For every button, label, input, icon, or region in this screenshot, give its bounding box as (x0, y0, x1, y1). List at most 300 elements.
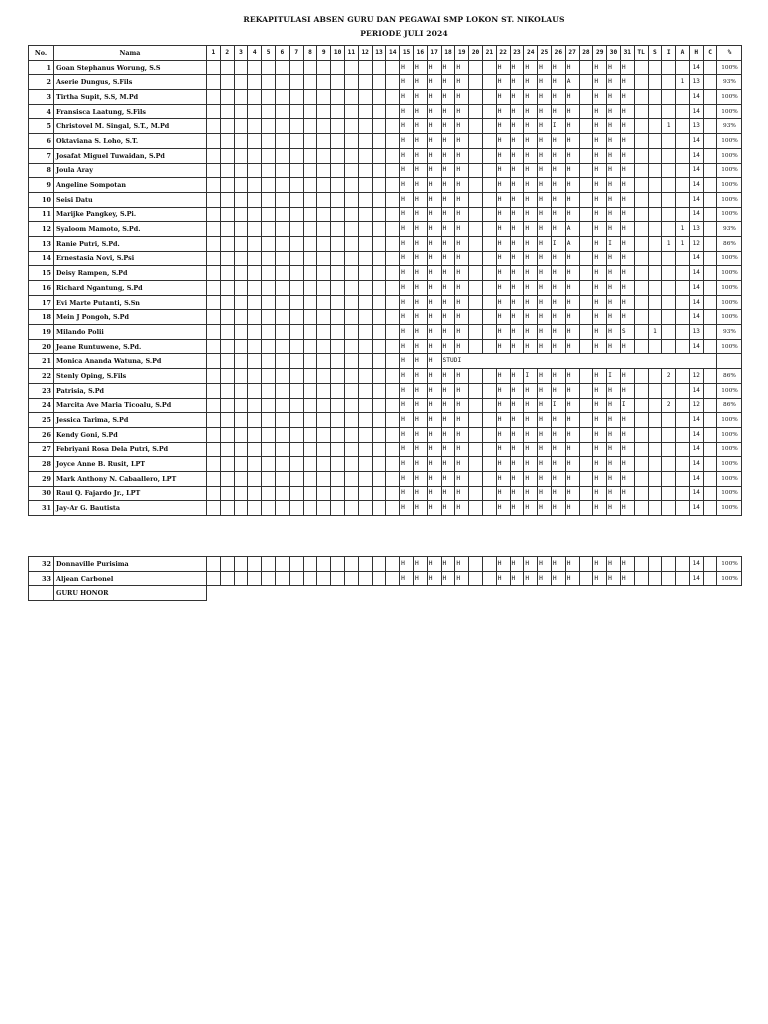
summary-tl (634, 295, 648, 310)
day-cell-15: H (400, 427, 414, 442)
day-cell-30: H (607, 134, 621, 149)
day-cell-21 (482, 310, 496, 325)
day-cell-28 (579, 192, 593, 207)
day-cell-29: H (593, 325, 607, 340)
day-cell-29: H (593, 266, 607, 281)
day-cell-26: H (551, 192, 565, 207)
day-cell-10 (331, 134, 345, 149)
day-cell-30: H (607, 501, 621, 516)
day-cell-31: H (620, 90, 634, 105)
summary-h: 14 (689, 60, 703, 75)
day-cell-7 (289, 354, 303, 369)
day-cell-23: H (510, 90, 524, 105)
day-cell-26: H (551, 60, 565, 75)
summary-i (662, 325, 676, 340)
day-cell-20 (469, 104, 483, 119)
summary-a (676, 119, 690, 134)
row-pct: 100% (717, 163, 742, 178)
day-cell-26: I (551, 236, 565, 251)
day-cell-22: H (496, 75, 510, 90)
day-cell-27: H (565, 442, 579, 457)
day-cell-7 (289, 222, 303, 237)
day-cell-24: H (524, 281, 538, 296)
day-cell-2 (220, 90, 234, 105)
day-cell-4 (248, 457, 262, 472)
day-cell-10 (331, 413, 345, 428)
day-cell-15: H (400, 486, 414, 501)
day-cell-15: H (400, 501, 414, 516)
day-cell-27: H (565, 325, 579, 340)
day-cell-25: H (538, 266, 552, 281)
day-cell-15: H (400, 295, 414, 310)
summary-c (703, 148, 717, 163)
day-cell-17: H (427, 398, 441, 413)
day-cell-23: H (510, 60, 524, 75)
summary-c (703, 557, 717, 572)
summary-s (648, 427, 662, 442)
day-cell-8 (303, 178, 317, 193)
day-cell-17: H (427, 148, 441, 163)
day-cell-6 (275, 398, 289, 413)
row-name: Aserie Dungus, S.Fils (54, 75, 207, 90)
day-cell-1 (207, 571, 221, 586)
day-cell-7 (289, 310, 303, 325)
day-cell-23: H (510, 295, 524, 310)
day-cell-6 (275, 442, 289, 457)
day-cell-27: H (565, 178, 579, 193)
header-day-27: 27 (565, 46, 579, 61)
summary-a (676, 207, 690, 222)
day-cell-12 (358, 354, 372, 369)
summary-tl (634, 501, 648, 516)
row-number: 32 (29, 557, 54, 572)
day-cell-22: H (496, 369, 510, 384)
day-cell-28 (579, 325, 593, 340)
day-cell-21 (482, 266, 496, 281)
day-cell-6 (275, 413, 289, 428)
day-cell-14 (386, 134, 400, 149)
header-day-28: 28 (579, 46, 593, 61)
day-cell-12 (358, 163, 372, 178)
summary-s (648, 163, 662, 178)
summary-a (676, 178, 690, 193)
day-cell-27: H (565, 119, 579, 134)
day-cell-25: H (538, 104, 552, 119)
day-cell-8 (303, 339, 317, 354)
summary-i: 2 (662, 369, 676, 384)
table-header-row (29, 46, 742, 61)
day-cell-15: H (400, 192, 414, 207)
header-summary-a: A (676, 46, 690, 61)
day-cell-31: H (620, 501, 634, 516)
day-cell-29: H (593, 471, 607, 486)
summary-i (662, 90, 676, 105)
row-pct: 100% (717, 148, 742, 163)
summary-s (648, 75, 662, 90)
day-cell-8 (303, 501, 317, 516)
day-cell-20 (469, 471, 483, 486)
day-cell-12 (358, 471, 372, 486)
day-cell-24: H (524, 222, 538, 237)
day-cell-12 (358, 442, 372, 457)
row-pct: 100% (717, 427, 742, 442)
day-cell-7 (289, 60, 303, 75)
day-cell-10 (331, 148, 345, 163)
row-pct: 100% (717, 413, 742, 428)
day-cell-31: H (620, 339, 634, 354)
day-cell-4 (248, 413, 262, 428)
day-cell-26: H (551, 207, 565, 222)
row-name: Oktaviana S. Loho, S.T. (54, 134, 207, 149)
day-cell-25: H (538, 236, 552, 251)
day-cell-2 (220, 192, 234, 207)
day-cell-30: H (607, 571, 621, 586)
header-day-4: 4 (248, 46, 262, 61)
summary-i (662, 310, 676, 325)
header-day-22: 22 (496, 46, 510, 61)
day-cell-31: H (620, 251, 634, 266)
day-cell-24: H (524, 310, 538, 325)
day-cell-10 (331, 383, 345, 398)
day-cell-29: H (593, 369, 607, 384)
day-cell-31: H (620, 281, 634, 296)
day-cell-11 (344, 501, 358, 516)
summary-s (648, 60, 662, 75)
day-cell-14 (386, 398, 400, 413)
day-cell-28 (579, 119, 593, 134)
day-cell-16: H (413, 557, 427, 572)
header-day-25: 25 (538, 46, 552, 61)
day-cell-23: H (510, 75, 524, 90)
row-name: Fransisca Laatung, S.Fils (54, 104, 207, 119)
day-cell-6 (275, 60, 289, 75)
day-cell-7 (289, 442, 303, 457)
day-cell-24: H (524, 295, 538, 310)
day-cell-29: H (593, 119, 607, 134)
day-cell-10 (331, 354, 345, 369)
day-cell-4 (248, 60, 262, 75)
day-cell-13 (372, 413, 386, 428)
day-cell-6 (275, 90, 289, 105)
day-cell-25: H (538, 457, 552, 472)
day-cell-10 (331, 236, 345, 251)
day-cell-21 (482, 427, 496, 442)
day-cell-15: H (400, 413, 414, 428)
summary-a (676, 557, 690, 572)
summary-c (703, 90, 717, 105)
summary-i (662, 339, 676, 354)
day-cell-22: H (496, 295, 510, 310)
table-row (29, 178, 742, 193)
day-cell-9 (317, 339, 331, 354)
day-cell-4 (248, 571, 262, 586)
day-cell-2 (220, 295, 234, 310)
day-cell-24: H (524, 104, 538, 119)
day-cell-2 (220, 119, 234, 134)
summary-c (703, 398, 717, 413)
day-cell-26: H (551, 427, 565, 442)
day-cell-3 (234, 75, 248, 90)
day-cell-25: H (538, 571, 552, 586)
day-cell-24: H (524, 486, 538, 501)
day-cell-25: H (538, 60, 552, 75)
day-cell-20 (469, 207, 483, 222)
day-cell-3 (234, 60, 248, 75)
day-cell-18: H (441, 369, 455, 384)
report-period: PERIODE JULI 2024 (360, 29, 448, 38)
day-cell-28 (579, 413, 593, 428)
day-cell-31: H (620, 442, 634, 457)
day-cell-3 (234, 427, 248, 442)
day-cell-7 (289, 119, 303, 134)
day-cell-28 (579, 281, 593, 296)
day-cell-28 (579, 178, 593, 193)
day-cell-5 (262, 75, 276, 90)
day-cell-10 (331, 104, 345, 119)
day-cell-14 (386, 236, 400, 251)
day-cell-20 (469, 398, 483, 413)
row-name: Evi Marte Putanti, S.Sn (54, 295, 207, 310)
day-cell-2 (220, 413, 234, 428)
summary-i (662, 178, 676, 193)
header-day-31: 31 (620, 46, 634, 61)
day-cell-6 (275, 457, 289, 472)
day-cell-11 (344, 178, 358, 193)
day-cell-17: H (427, 339, 441, 354)
day-cell-7 (289, 251, 303, 266)
day-cell-25: H (538, 339, 552, 354)
day-cell-7 (289, 339, 303, 354)
summary-s (648, 383, 662, 398)
day-cell-4 (248, 134, 262, 149)
day-cell-2 (220, 339, 234, 354)
day-cell-6 (275, 178, 289, 193)
day-cell-22: H (496, 339, 510, 354)
day-cell-26: H (551, 222, 565, 237)
day-cell-6 (275, 236, 289, 251)
table-row (29, 471, 742, 486)
day-cell-30: H (607, 90, 621, 105)
day-cell-21 (482, 471, 496, 486)
summary-h: 14 (689, 163, 703, 178)
day-cell-20 (469, 457, 483, 472)
day-cell-10 (331, 369, 345, 384)
day-cell-13 (372, 178, 386, 193)
day-cell-8 (303, 119, 317, 134)
header-day-1: 1 (207, 46, 221, 61)
day-cell-11 (344, 251, 358, 266)
summary-a (676, 339, 690, 354)
summary-i (662, 281, 676, 296)
header-day-24: 24 (524, 46, 538, 61)
header-day-18: 18 (441, 46, 455, 61)
summary-i (662, 75, 676, 90)
day-cell-25: H (538, 119, 552, 134)
summary-s (648, 339, 662, 354)
day-cell-22: H (496, 557, 510, 572)
day-cell-31: H (620, 192, 634, 207)
day-cell-4 (248, 75, 262, 90)
day-cell-24: H (524, 557, 538, 572)
day-cell-18: H (441, 339, 455, 354)
day-cell-12 (358, 207, 372, 222)
day-cell-16: H (413, 119, 427, 134)
row-name: Angeline Sompotan (54, 178, 207, 193)
day-cell-31: H (620, 207, 634, 222)
day-cell-22: H (496, 60, 510, 75)
day-cell-29: H (593, 501, 607, 516)
day-cell-23: H (510, 192, 524, 207)
day-cell-23: H (510, 207, 524, 222)
day-cell-9 (317, 442, 331, 457)
day-cell-1 (207, 295, 221, 310)
day-cell-12 (358, 457, 372, 472)
day-cell-21 (482, 442, 496, 457)
day-cell-6 (275, 325, 289, 340)
day-cell-25: H (538, 427, 552, 442)
day-cell-28 (579, 266, 593, 281)
day-cell-10 (331, 471, 345, 486)
day-cell-4 (248, 383, 262, 398)
day-cell-24: H (524, 119, 538, 134)
day-cell-29: H (593, 207, 607, 222)
day-cell-2 (220, 471, 234, 486)
day-cell-14 (386, 251, 400, 266)
day-cell-31: H (620, 295, 634, 310)
day-cell-8 (303, 134, 317, 149)
day-cell-2 (220, 501, 234, 516)
row-name: Kendy Goni, S.Pd (54, 427, 207, 442)
day-cell-18: H (441, 383, 455, 398)
day-cell-9 (317, 251, 331, 266)
day-cell-30: H (607, 427, 621, 442)
day-cell-22: H (496, 222, 510, 237)
day-cell-26: H (551, 413, 565, 428)
summary-a: 1 (676, 236, 690, 251)
row-name: Ernestasia Novi, S.Psi (54, 251, 207, 266)
summary-i: 2 (662, 398, 676, 413)
day-cell-26: H (551, 104, 565, 119)
day-cell-10 (331, 266, 345, 281)
day-cell-8 (303, 571, 317, 586)
summary-s (648, 222, 662, 237)
day-cell-10 (331, 207, 345, 222)
row-pct: 86% (717, 369, 742, 384)
day-cell-22: H (496, 457, 510, 472)
day-cell-5 (262, 413, 276, 428)
day-cell-11 (344, 571, 358, 586)
day-cell-18: H (441, 471, 455, 486)
day-cell-15: H (400, 163, 414, 178)
day-cell-26: H (551, 295, 565, 310)
day-cell-24: H (524, 266, 538, 281)
day-cell-19: H (455, 457, 469, 472)
day-cell-27: H (565, 251, 579, 266)
day-cell-21 (482, 75, 496, 90)
day-cell-24: H (524, 207, 538, 222)
day-cell-21 (482, 413, 496, 428)
summary-tl (634, 442, 648, 457)
summary-s (648, 310, 662, 325)
day-cell-17: H (427, 104, 441, 119)
day-cell-21 (482, 148, 496, 163)
day-cell-30: H (607, 104, 621, 119)
day-cell-20 (469, 442, 483, 457)
day-cell-7 (289, 486, 303, 501)
summary-i (662, 207, 676, 222)
day-cell-15: H (400, 119, 414, 134)
row-name: Febriyani Rosa Dela Putri, S.Pd (54, 442, 207, 457)
header-day-20: 20 (469, 46, 483, 61)
row-pct: 100% (717, 571, 742, 586)
day-cell-3 (234, 192, 248, 207)
day-cell-2 (220, 557, 234, 572)
day-cell-30: H (607, 178, 621, 193)
day-cell-7 (289, 266, 303, 281)
day-cell-16: H (413, 413, 427, 428)
attendance-table (28, 45, 742, 516)
day-cell-16: H (413, 486, 427, 501)
summary-tl (634, 192, 648, 207)
day-cell-23: H (510, 266, 524, 281)
day-cell-23: H (510, 369, 524, 384)
day-cell-12 (358, 148, 372, 163)
day-cell-19: H (455, 60, 469, 75)
day-cell-11 (344, 90, 358, 105)
day-cell-7 (289, 90, 303, 105)
day-cell-19: H (455, 369, 469, 384)
day-cell-12 (358, 119, 372, 134)
day-cell-11 (344, 148, 358, 163)
row-number: 1 (29, 60, 54, 75)
day-cell-18: H (441, 486, 455, 501)
day-cell-27: H (565, 369, 579, 384)
summary-i: 1 (662, 236, 676, 251)
day-cell-1 (207, 413, 221, 428)
day-cell-6 (275, 251, 289, 266)
row-name: Mein J Pongoh, S.Pd (54, 310, 207, 325)
day-cell-6 (275, 266, 289, 281)
day-cell-30: H (607, 60, 621, 75)
day-cell-14 (386, 148, 400, 163)
summary-i (662, 383, 676, 398)
day-cell-2 (220, 369, 234, 384)
row-pct: 93% (717, 325, 742, 340)
row-name: Syaloom Mamoto, S.Pd. (54, 222, 207, 237)
day-cell-17: H (427, 369, 441, 384)
day-cell-23: H (510, 486, 524, 501)
day-cell-21 (482, 163, 496, 178)
day-cell-1 (207, 486, 221, 501)
day-cell-24: H (524, 413, 538, 428)
table-row (29, 501, 742, 516)
day-cell-30: H (607, 148, 621, 163)
day-cell-12 (358, 222, 372, 237)
header-day-10: 10 (331, 46, 345, 61)
day-cell-15: H (400, 310, 414, 325)
day-cell-29: H (593, 222, 607, 237)
header-day-2: 2 (220, 46, 234, 61)
day-cell-3 (234, 251, 248, 266)
day-cell-12 (358, 501, 372, 516)
day-cell-12 (358, 60, 372, 75)
row-pct: 100% (717, 486, 742, 501)
summary-h: 14 (689, 281, 703, 296)
summary-c (703, 295, 717, 310)
row-pct: 100% (717, 207, 742, 222)
day-cell-23: H (510, 251, 524, 266)
day-cell-7 (289, 557, 303, 572)
